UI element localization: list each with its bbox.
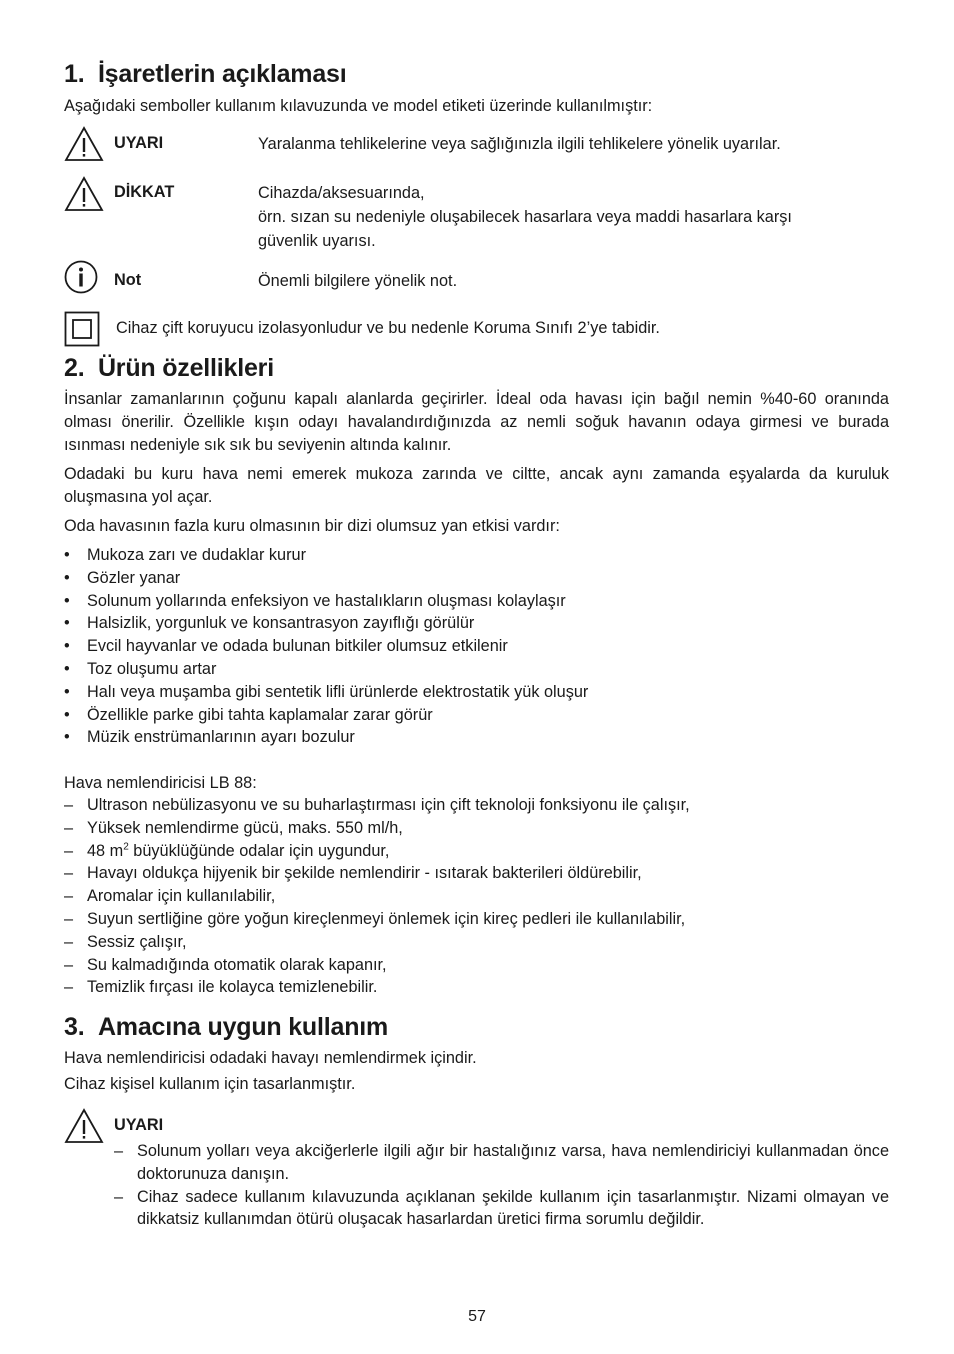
- symbol-desc-dikkat-line: örn. sızan su nedeniyle oluşabilecek hasarlara veya maddi hasarlara karşı: [258, 208, 792, 226]
- section-2-paragraph: İnsanlar zamanlarının çoğunu kapalı alanlarda geçirirler. İdeal oda havası için bağıl nemin %40-60 oranında olması önerilir. Özellikle kışın odayı havalandırdığınızda az nemli soğuk havanın odaya girmesi ve burada ısınması nedeniyle sık sık bu seviyenin altında kalınır.: [64, 390, 889, 454]
- section-3-paragraph: Hava nemlendiricisi odadaki havayı nemlendirmek içindir.: [64, 1049, 477, 1067]
- bullet-mark: •: [64, 659, 70, 678]
- bullet-mark: •: [64, 637, 70, 656]
- list-item: [64, 681, 894, 704]
- list-item: [64, 976, 894, 999]
- dash-mark: –: [64, 796, 74, 814]
- section-3-paragraph: Cihaz kişisel kullanım için tasarlanmıştır.: [64, 1075, 356, 1093]
- warning-label: UYARI: [114, 1116, 164, 1134]
- bullet-mark: •: [64, 591, 70, 610]
- bullet-mark: •: [64, 682, 70, 701]
- symbol-desc-not: Önemli bilgilere yönelik not.: [258, 272, 458, 290]
- list-item-text: Mukoza zarı ve dudaklar kurur: [87, 546, 306, 564]
- warning-triangle-icon: [64, 176, 104, 212]
- list-item: [114, 1140, 889, 1186]
- bullet-mark: •: [64, 705, 70, 724]
- list-item-text: Halı veya muşamba gibi sentetik lifli ürünlerde elektrostatik yük oluşur: [87, 682, 589, 701]
- list-item: [64, 704, 894, 727]
- warning-triangle-icon: [64, 126, 104, 162]
- bullet-mark: •: [64, 546, 70, 564]
- superscript: 2: [123, 841, 129, 853]
- list-item: [64, 612, 894, 635]
- list-item: [64, 840, 894, 863]
- warning-dash-list: [114, 1140, 889, 1231]
- list-item-text: Suyun sertliğine göre yoğun kireçlenmeyi önlemek için kireç pedleri ile kullanılabilir,: [87, 909, 686, 928]
- dash-mark: –: [64, 864, 74, 883]
- effects-bullet-list: [64, 544, 894, 749]
- bullet-mark: •: [64, 728, 70, 747]
- list-item-text: Aromalar için kullanılabilir,: [87, 887, 276, 906]
- list-item-text: büyüklüğünde odalar için uygundur,: [128, 841, 390, 860]
- warning-triangle-icon: [64, 1108, 104, 1144]
- bullet-mark: •: [64, 614, 70, 633]
- list-item-text: 48 m: [87, 841, 124, 860]
- section-2-title: 2. Ürün özellikleri: [64, 354, 274, 382]
- section-1-title: 1. İşaretlerin açıklaması: [64, 60, 347, 88]
- section-2-paragraph: Oda havasının fazla kuru olmasının bir dizi olumsuz yan etkisi vardır:: [64, 517, 560, 535]
- symbol-label-dikkat: DİKKAT: [114, 183, 175, 201]
- dash-mark: –: [64, 818, 74, 837]
- list-item-text: Müzik enstrümanlarının ayarı bozulur: [87, 728, 355, 747]
- list-item: [64, 726, 894, 749]
- dash-mark: –: [64, 978, 74, 997]
- dash-mark: –: [64, 932, 74, 951]
- list-item-text: Evcil hayvanlar ve odada bulunan bitkiler olumsuz etkilenir: [87, 637, 508, 656]
- bullet-mark: •: [64, 568, 70, 587]
- dash-mark: –: [64, 955, 74, 974]
- section-3-title: 3. Amacına uygun kullanım: [64, 1013, 389, 1041]
- list-item: [64, 954, 894, 977]
- list-item-text: Toz oluşumu artar: [87, 659, 217, 678]
- list-item-text: Özellikle parke gibi tahta kaplamalar zarar görür: [87, 705, 433, 724]
- list-item: [64, 567, 894, 590]
- list-item: [64, 908, 894, 931]
- symbol-desc-dikkat: [258, 181, 792, 253]
- dash-mark: –: [64, 841, 74, 860]
- list-item-text: Ultrason nebülizasyonu ve su buharlaştırması için çift teknoloji fonksiyonu ile çalışır,: [87, 796, 690, 814]
- list-item: [64, 544, 894, 567]
- info-icon: [64, 260, 98, 294]
- class-2-text: Cihaz çift koruyucu izolasyonludur ve bu nedenle Koruma Sınıfı 2’ye tabidir.: [116, 319, 660, 337]
- symbol-desc-uyari: Yaralanma tehlikelerine veya sağlığınızla ilgili tehlikelere yönelik uyarılar.: [258, 135, 781, 153]
- dash-mark: –: [64, 909, 74, 928]
- dash-mark: –: [64, 887, 74, 906]
- list-item-text: Yüksek nemlendirme gücü, maks. 550 ml/h,: [87, 818, 403, 837]
- features-dash-list: [64, 794, 894, 999]
- section-1-intro: Aşağıdaki semboller kullanım kılavuzunda ve model etiketi üzerinde kullanılmıştır:: [64, 97, 653, 115]
- protection-class-2-icon: [64, 311, 100, 347]
- dash-mark: –: [114, 1187, 124, 1206]
- list-item: [114, 1186, 889, 1232]
- list-item: [64, 862, 894, 885]
- list-item-text: Solunum yolları veya akciğerlerle ilgili ağır bir hastalığınız varsa, hava nemlendiriciyi kullanmadan önce doktorunuza danışın.: [137, 1142, 889, 1183]
- symbol-desc-dikkat-line: güvenlik uyarısı.: [258, 232, 376, 250]
- list-item: [64, 817, 894, 840]
- symbol-desc-dikkat-line: Cihazda/aksesuarında,: [258, 184, 425, 202]
- list-item-text: Temizlik fırçası ile kolayca temizlenebilir.: [87, 978, 378, 997]
- list-item-text: Gözler yanar: [87, 568, 181, 587]
- list-item-text: Su kalmadığında otomatik olarak kapanır,: [87, 955, 387, 974]
- list-item: [64, 794, 894, 817]
- list-item-text: Solunum yollarında enfeksiyon ve hastalıkların oluşması kolaylaşır: [87, 591, 566, 610]
- symbol-label-uyari: UYARI: [114, 134, 164, 152]
- list-item: [64, 635, 894, 658]
- device-intro: Hava nemlendiricisi LB 88:: [64, 774, 257, 792]
- list-item: [64, 658, 894, 681]
- list-item-text: Havayı oldukça hijyenik bir şekilde nemlendirir - ısıtarak bakterileri öldürebilir,: [87, 864, 642, 883]
- list-item: [64, 931, 894, 954]
- dash-mark: –: [114, 1142, 124, 1160]
- symbol-label-not: Not: [114, 271, 142, 289]
- list-item-text: Halsizlik, yorgunluk ve konsantrasyon zayıflığı görülür: [87, 614, 475, 633]
- list-item: [64, 885, 894, 908]
- section-2-paragraph: Odadaki bu kuru hava nemi emerek mukoza zarında ve ciltte, ancak aynı zamanda eşyalarda da kuruluk oluşmasına yol açar.: [64, 465, 889, 506]
- list-item-text: Sessiz çalışır,: [87, 932, 187, 951]
- page-number: 57: [468, 1308, 486, 1325]
- list-item-text: Cihaz sadece kullanım kılavuzunda açıklanan şekilde kullanım için tasarlanmıştır. Nizami olmayan ve dikkatsiz kullanımdan ötürü oluşacak hasarlardan üretici firma sorumlu değildir.: [137, 1187, 889, 1229]
- list-item: [64, 590, 894, 613]
